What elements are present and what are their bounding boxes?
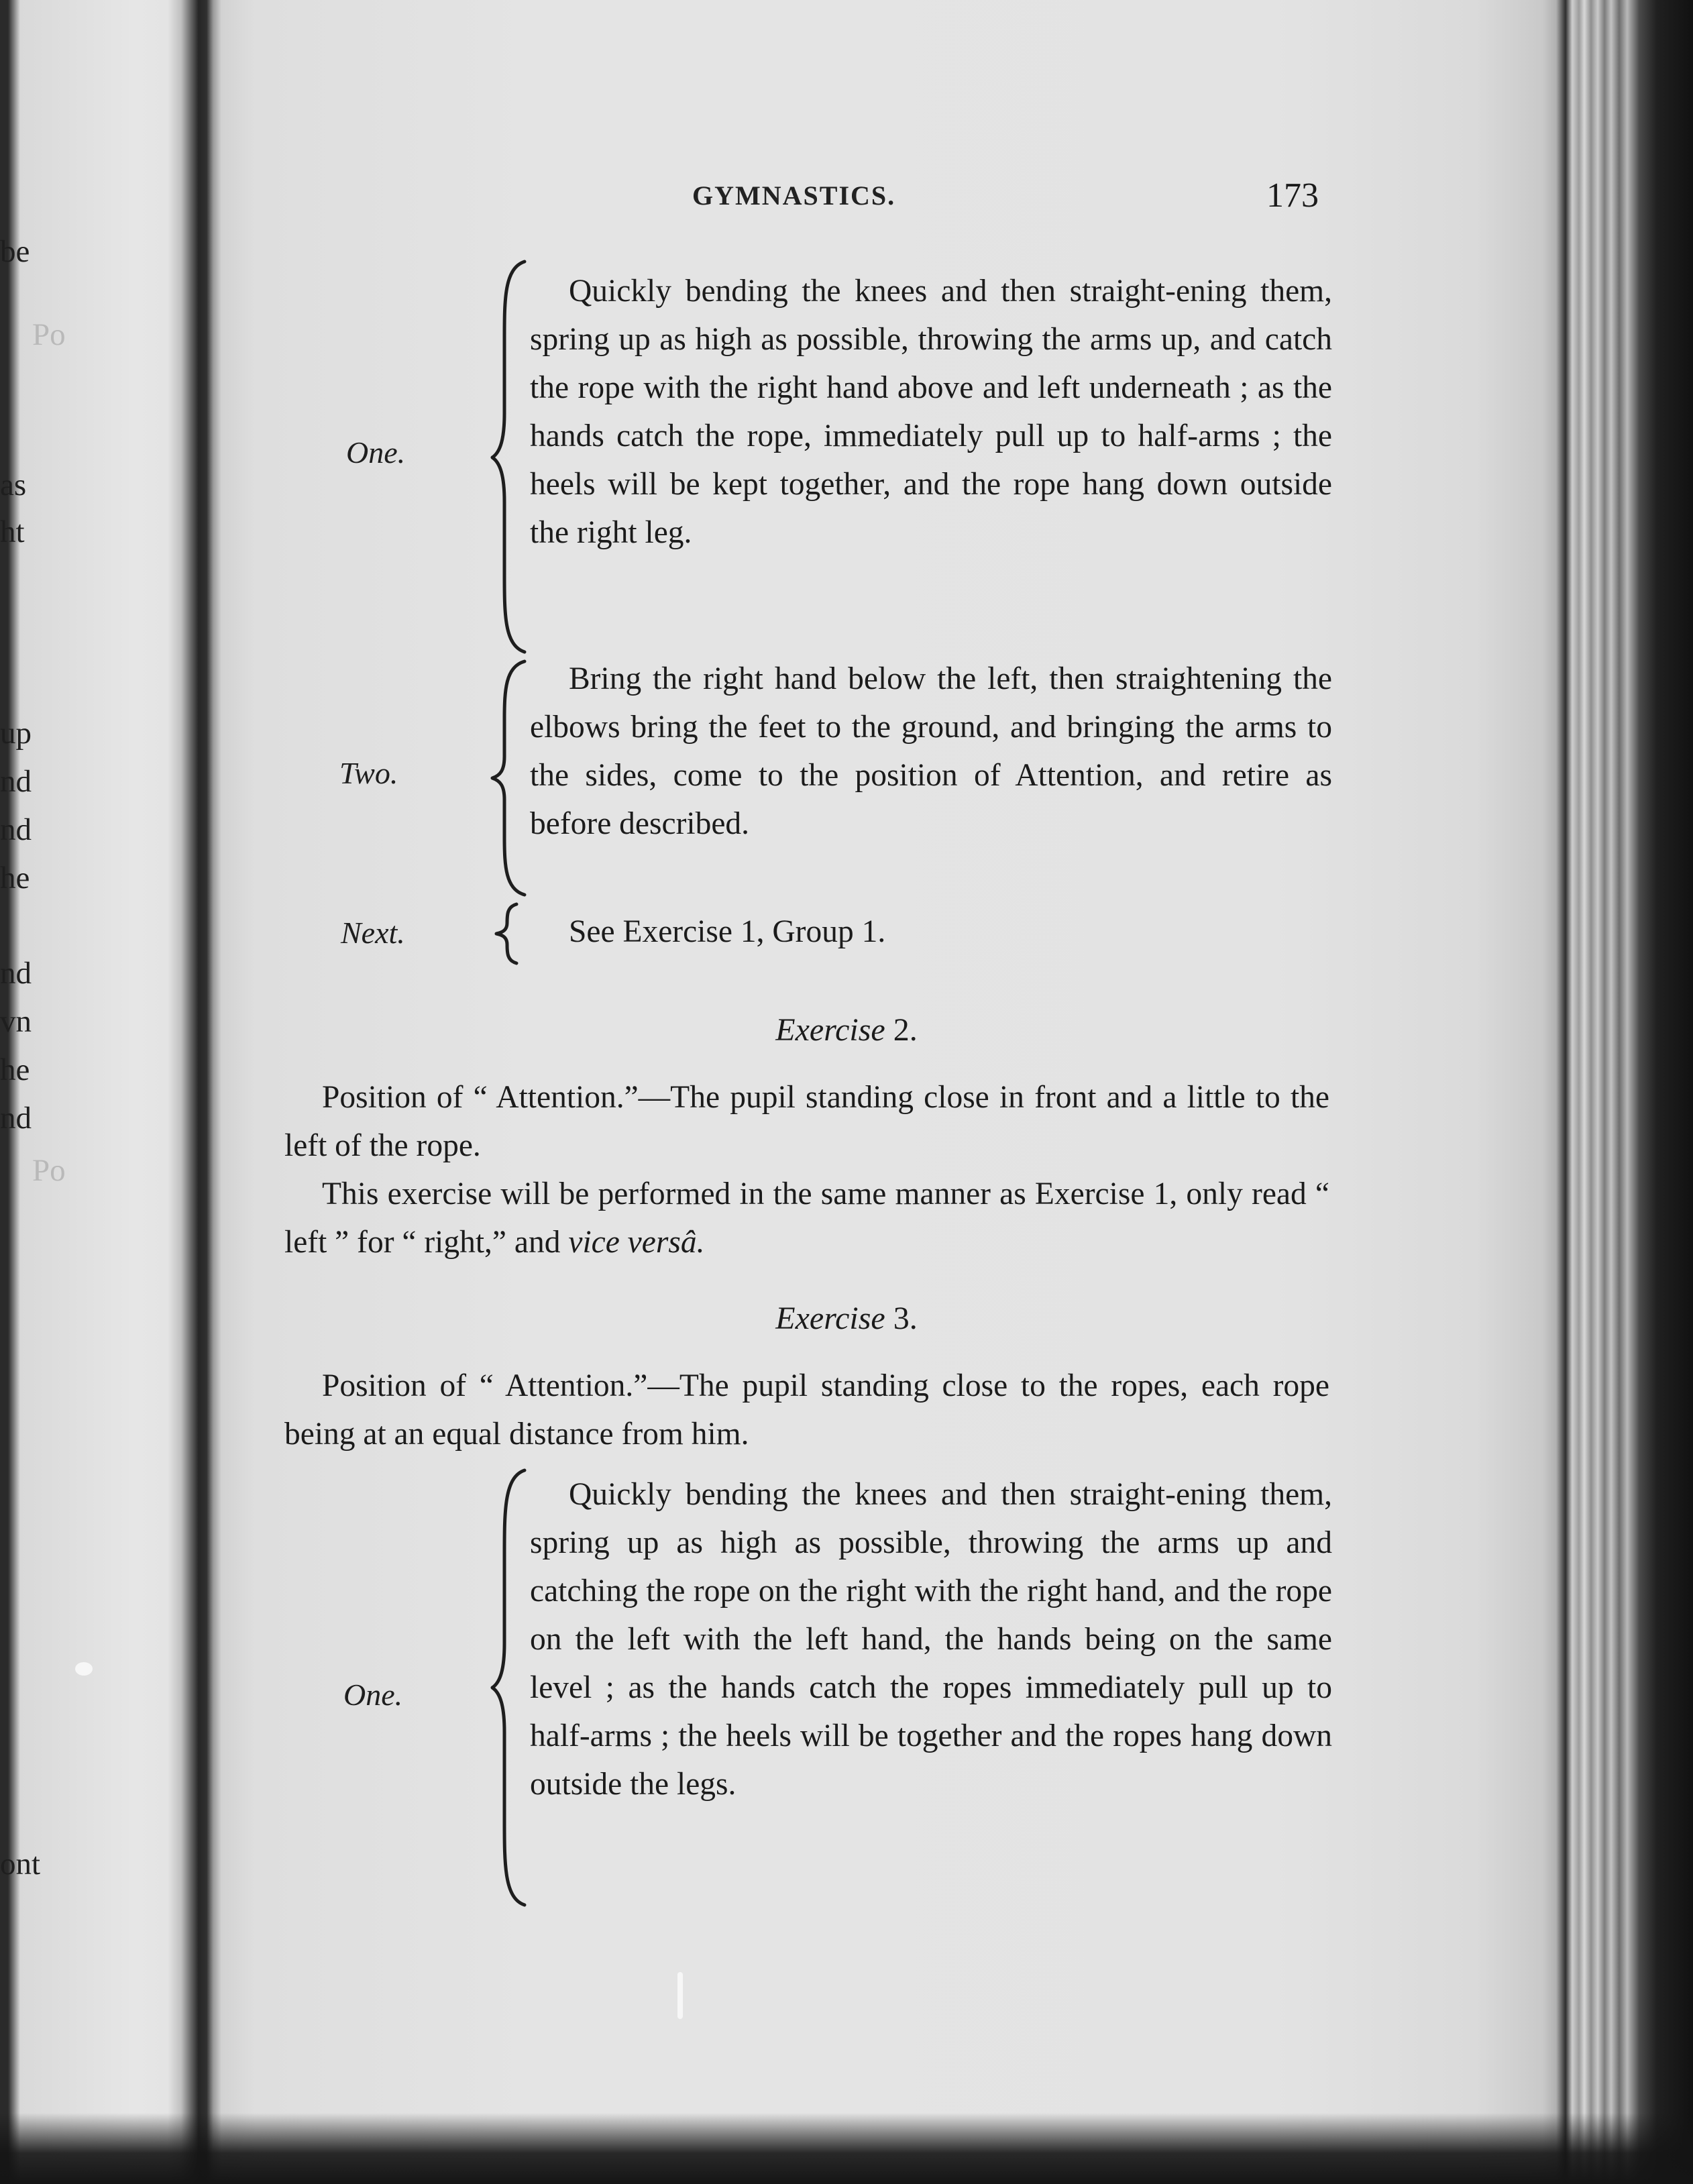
side-label-next: Next. [341,916,405,950]
left-fragment: vn [0,1004,32,1039]
exercise-3-title: Exercise 3. [775,1301,918,1336]
exercise-2-body: Position of “ Attention.”—The pupil standing close in front and a little to the left of the rope. This exercise will be performed in the same manner as Exercise 1, only read “ left ” for “ right,” and vice versâ. [284,1080,1329,1260]
left-fragment-faint: Po [32,1153,66,1188]
left-fragment-faint: Po [32,317,66,352]
left-page-edge [0,0,80,2012]
curly-brace-icon [490,259,530,655]
left-fragment: nd [0,1101,32,1136]
left-fragment: nd [0,764,32,799]
side-label-two: Two. [339,756,398,790]
side-label-one: One. [346,435,406,470]
page-number: 173 [1266,176,1319,215]
left-fragment: he [0,861,30,895]
left-fragment: ont [0,1847,41,1881]
instruction-two: Bring the right hand below the left, then straightening the elbows bring the feet to the ground, and bringing the arms to the sides, come to the position of Attention, and retire as before described. [530,661,1332,841]
bottom-shadow [0,2113,1693,2184]
instruction-one-ex3: Quickly bending the knees and then straight-ening them, spring up as high as possible, throwing the arms up and catching the rope on the right with the right hand, and the rope on the left with the left hand, the hands being on the same level ; as the hands catch the ropes immediately pull up to half-arms ; the heels will be together and the ropes hang down outside the legs. [530,1477,1332,1802]
left-fragment: be [0,234,30,269]
left-fragment: he [0,1052,30,1087]
exercise-2-title: Exercise 2. [775,1012,918,1048]
running-head: GYMNASTICS. [692,180,896,211]
scan-speck [677,1972,683,2019]
left-fragment: ht [0,514,25,549]
page-header [0,176,1693,216]
side-label-one-ex3: One. [343,1678,403,1712]
exercise-3-body: Position of “ Attention.”—The pupil standing close to the ropes, each rope being at an equal distance from him. [284,1368,1329,1452]
next-instruction: See Exercise 1, Group 1. [569,914,886,949]
left-fragment: nd [0,956,32,991]
scan-speck [75,1662,93,1676]
left-fragment: nd [0,812,32,847]
curly-brace-icon [490,659,530,897]
left-fragment: up [0,716,32,751]
curly-brace-icon [492,902,522,966]
instruction-one: Quickly bending the knees and then straight-ening them, spring up as high as possible, throwing the arms up, and catch the rope with the right hand above and left underneath ; as the hands catch the rope, immediately pull up to half-arms ; the heels will be kept together, and the rope hang down outside the right leg. [530,274,1332,550]
left-fragment: as [0,468,27,502]
curly-brace-icon [490,1468,530,1908]
